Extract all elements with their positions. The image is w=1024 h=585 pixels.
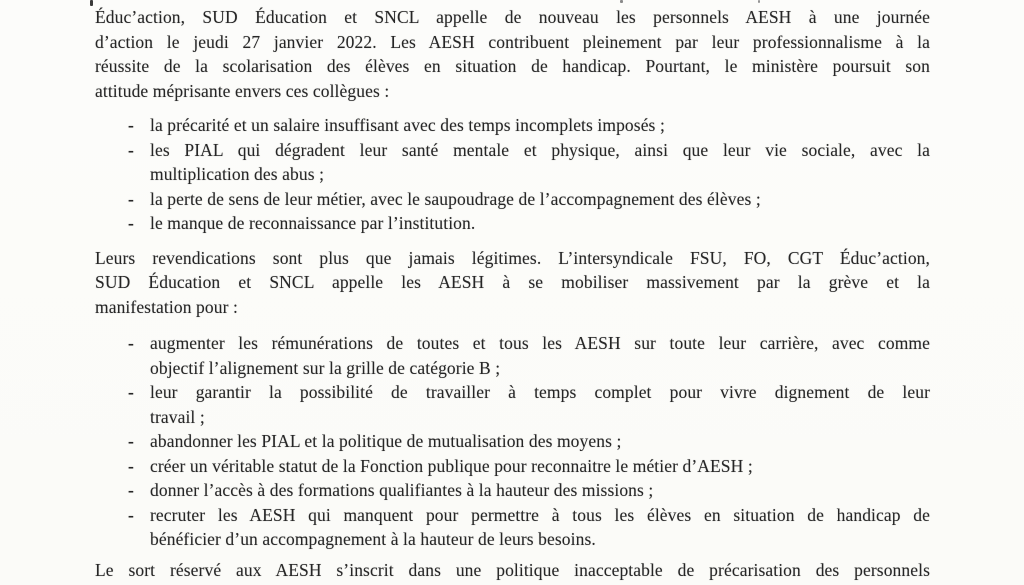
paragraph-line: d’action le jeudi 27 janvier 2022. Les AESH contribuent pleinement par leur professionnalisme à la [95,31,930,52]
list-item-line: donner l’accès à des formations qualifiantes à la hauteur des missions ; [150,480,654,500]
list-item-line: abandonner les PIAL et la politique de mutualisation des moyens ; [150,431,622,451]
bullet-dash: - [128,504,134,525]
bullet-dash: - [128,213,134,233]
paragraph-line: SUD Éducation et SNCL appelle les AESH à se mobiliser massivement par la grève et la [95,272,930,292]
list-item-line: le manque de reconnaissance par l’institution. [150,213,476,233]
list-item [95,187,930,212]
list-item-line: la précarité et un salaire insuffisant avec des temps incomplets imposés ; [150,115,665,135]
bullet-dash: - [128,455,134,476]
list-item [95,429,930,454]
paragraph-line: manifestation pour : [95,296,238,317]
clipped-line-remnant [758,0,760,3]
list-item-line: bénéficier d’un accompagnement à la hauteur de leurs besoins. [150,529,596,549]
paragraph [95,246,930,320]
list-item-line: augmenter les rémunérations de toutes et tous les AESH sur toute leur carrière, avec comme [150,333,930,353]
text-block [95,5,930,585]
paragraph-line: Le sort réservé aux AESH s’inscrit dans une politique inacceptable de précarisation des personnels [95,559,930,580]
list-item-line: créer un véritable statut de la Fonction publique pour reconnaitre le métier d’AESH ; [150,455,753,476]
bullet-list [95,331,930,552]
list-item [95,211,930,236]
list-item-line: recruter les AESH qui manquent pour permettre à tous les élèves en situation de handicap de [150,504,930,525]
list-item [95,138,930,187]
bullet-dash: - [128,188,134,209]
paragraph-line: attitude méprisante envers ces collègues : [95,80,390,101]
bullet-dash: - [128,382,134,402]
clipped-line-remnant [90,0,93,6]
list-item [95,503,930,552]
paragraph [95,5,930,103]
list-item [95,454,930,479]
list-item-line: objectif l’alignement sur la grille de catégorie B ; [150,357,501,378]
list-item [95,380,930,429]
list-item [95,113,930,138]
bullet-dash: - [128,480,134,500]
list-item-line: leur garantir la possibilité de travailler à temps complet pour vivre dignement de leur [150,382,930,402]
list-item-line: multiplication des abus ; [150,164,325,184]
bullet-dash: - [128,431,134,451]
bullet-dash: - [128,115,134,135]
list-item [95,331,930,380]
bullet-dash: - [128,139,134,160]
paragraph-line: Éduc’action, SUD Éducation et SNCL appelle de nouveau les personnels AESH à une journée [95,7,930,27]
paragraph [95,558,930,583]
list-item-line: la perte de sens de leur métier, avec le saupoudrage de l’accompagnement des élèves ; [150,188,761,209]
bullet-dash: - [128,333,134,353]
list-item-line: les PIAL qui dégradent leur santé mentale et physique, ainsi que leur vie sociale, avec la [150,139,930,160]
paragraph-line: Leurs revendications sont plus que jamais légitimes. L’intersyndicale FSU, FO, CGT Éduc’action, [95,247,930,268]
bullet-list [95,113,930,236]
list-item [95,478,930,503]
clipped-line-remnant [620,0,623,3]
paragraph-line: réussite de la scolarisation des élèves en situation de handicap. Pourtant, le ministère poursuit son [95,56,930,76]
list-item-line: travail ; [150,406,205,427]
